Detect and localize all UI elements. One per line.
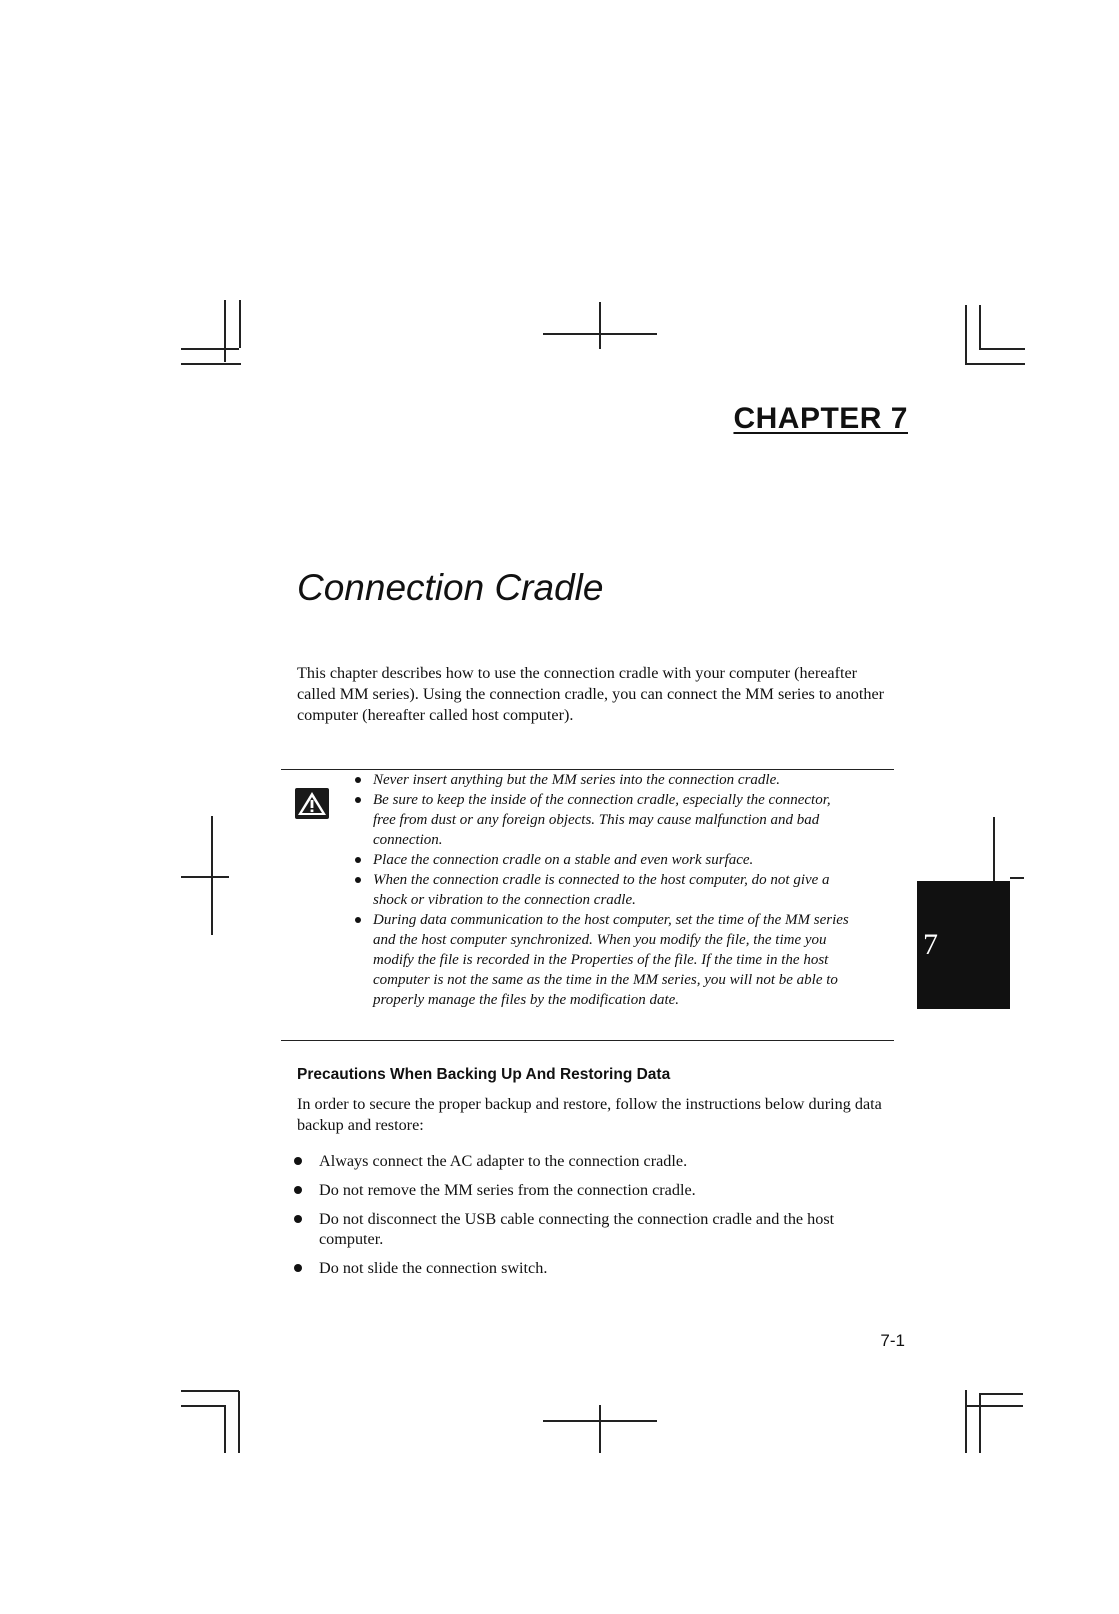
section-heading: Precautions When Backing Up And Restoring Data xyxy=(297,1066,671,1083)
warning-box xyxy=(281,769,894,1041)
chapter-title: Connection Cradle xyxy=(297,567,604,608)
list-item: Always connect the AC adapter to the connection cradle. xyxy=(294,1151,894,1171)
crop-mark-bottom-right xyxy=(979,1393,1023,1395)
chapter-label: CHAPTER 7 xyxy=(733,402,908,435)
crop-mark-bottom-right xyxy=(979,1393,981,1453)
precautions-list xyxy=(294,1151,894,1287)
list-item: Never insert anything but the MM series into the connection cradle. xyxy=(355,770,855,790)
warning-list xyxy=(355,770,855,1010)
registration-mark-right xyxy=(1010,877,1024,879)
registration-mark-bottom xyxy=(599,1405,601,1453)
list-item: Be sure to keep the inside of the connection cradle, especially the connector, free from dust or any foreign objects. This may cause malfunction and bad connection. xyxy=(355,790,855,850)
registration-mark-left xyxy=(181,876,229,878)
crop-mark-bottom-right xyxy=(965,1390,967,1453)
crop-mark-top-left xyxy=(181,348,239,350)
list-item: During data communication to the host computer, set the time of the MM series and the host computer synchronized. When you modify the file, the time you modify the file is recorded in the Properties of the file. If the time in the host computer is not the same as the time in the MM series, you will not be able to properly manage the files by the modification date. xyxy=(355,910,855,1010)
crop-mark-bottom-left xyxy=(224,1405,226,1453)
crop-mark-bottom-left xyxy=(238,1391,240,1453)
chapter-thumb-number: 7 xyxy=(923,928,938,961)
warning-icon xyxy=(295,788,329,819)
list-item: Do not remove the MM series from the connection cradle. xyxy=(294,1180,894,1200)
crop-mark-bottom-right xyxy=(965,1405,1023,1407)
crop-mark-top-left xyxy=(239,300,241,348)
crop-mark-bottom-left xyxy=(181,1390,239,1392)
crop-mark-top-right xyxy=(965,305,967,365)
list-item: Do not slide the connection switch. xyxy=(294,1258,894,1278)
crop-mark-top-right xyxy=(979,305,981,349)
crop-mark-bottom-left xyxy=(181,1405,225,1407)
registration-mark-right xyxy=(993,817,995,884)
intro-paragraph: This chapter describes how to use the connection cradle with your computer (hereafter called MM series). Using the connection cradle, you can connect the MM series to another computer (hereafter called host computer). xyxy=(297,664,885,724)
crop-mark-top-left xyxy=(181,363,241,365)
page-number: 7-1 xyxy=(880,1331,905,1350)
crop-mark-top-right xyxy=(965,363,1025,365)
list-item: Place the connection cradle on a stable and even work surface. xyxy=(355,850,855,870)
crop-mark-top-left xyxy=(224,300,226,362)
list-item: Do not disconnect the USB cable connecting the connection cradle and the host computer. xyxy=(294,1209,894,1249)
list-item: When the connection cradle is connected to the host computer, do not give a shock or vibration to the connection cradle. xyxy=(355,870,855,910)
registration-mark-top xyxy=(599,302,601,349)
section-intro: In order to secure the proper backup and restore, follow the instructions below during data backup and restore: xyxy=(297,1095,882,1134)
crop-mark-top-right xyxy=(979,348,1025,350)
